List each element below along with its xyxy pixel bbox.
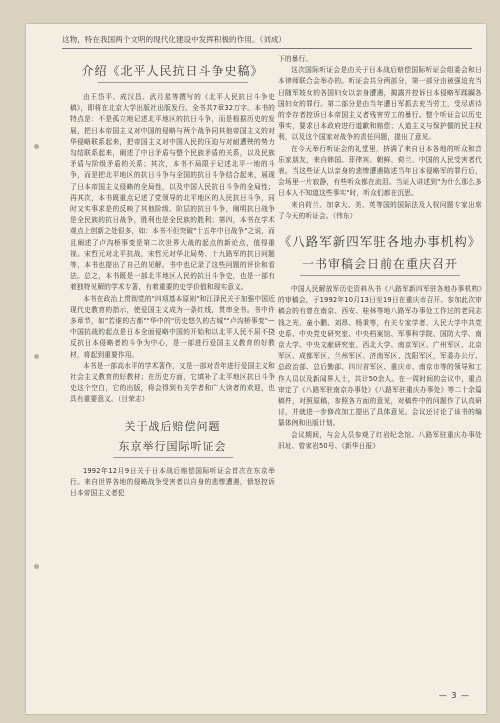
section1-paragraph-3: 本书是一部高水平的学术著作，又是一部对青年进行爱国主义和社会主义教育的好教材；在历史方面，它填补了北平地区抗日斗争史这个空白，它的出版，将会得到有关学者和广大读者的欢迎，也具有重要意义。（目荣志） — [70, 361, 275, 404]
section3-title: 《八路军新四军驻各地办事机构》 — [278, 234, 482, 250]
section1-paragraph-1: 由王岱平、成汉昌、武月星等撰写的《北平人民抗日斗争史稿》，即将在北京大学出版社出版发行。全书共7章32万字。本书的特点是：不是孤立地记述北平地区的抗日斗争，而是根据历史的发展，把日本帝国主义对中国的侵略与两个战争同其他帝国主义的对华侵略联系起来，把帝国主义对中国人民的压迫与对耐遭殃的势力勾结联系起来，阐述了中日矛盾与整个民族矛盾的关系，以及民族矛盾与阶级矛盾的关系；其次，本书不局限于记述北平一地的斗争，而是把北平地区的抗日斗争与全国的抗日斗争结合起来，展现了日本帝国主义侵略的全局性，以及中国人民抗日斗争的全局性；再其次，本书既重点记述了党领导的北平地区的人民抗日斗争，同时又实事求是的反映了其他阶级、阶层的抗日斗争，阐明抗日战争是全民族的抗日战争，胜利也是全民族的胜利；第四，本书在学术观点上创新之处很多，如：本书不但突破"十五年中日战争"之说，而且阐述了卢沟桥事变是第二次世界大战的起点的新论点，值得重视。宋哲元对北平抗战，宋哲元对华北局势、十九路军的抗日问题等，本书也提出了自己的见解，书中也记录了这些问题的评价和看法。总之，本书既是一部北平地区人民的抗日斗争史，也是一部有着独特见解的学术专著，有着重要的史学价值和现实意义。 — [70, 93, 275, 292]
header-line: 这物，特在我国两个文明的现代化建设中发挥积极的作用。（刘成） — [62, 35, 287, 44]
section2-cont-paragraph-3: 在今天举行听证会的礼堂里，挤满了来自日本各地的听众和音乐家朋友，来自韩国、菲律宾、朝鲜、荷兰、中国的人民受害者代表。当这些证人以亲身的悲惨遭遇陈述当年日本侵略军的罪行后，会场里一片寂静，有些听众都在流泪。当证人讲述到"为什么那么多日本人不知道这些事实"时，听众们都在沉思。 — [278, 144, 482, 198]
left-column — [70, 54, 275, 499]
right-column — [278, 54, 482, 452]
binding-holes — [32, 24, 42, 714]
binding-hole — [34, 354, 39, 359]
section3-subtitle: 一书审稿会日前在重庆召开 — [301, 257, 458, 272]
section1-paragraph-2: 本书在政治上贯彻党的"四项基本原则"和江泽民关于加强中国近现代史教育的指示，使爱国主义成为一条红线，贯串全书。书中许多章节，如"若谁的古都""华中的"历史悠久的古城""卢沟桥事变"—中国抗战的起点是日本全面侵略中国的开始和以北平人民不屈不挠反抗日本侵略者的斗争为中心，是一部进行爱国主义教育的好教材，将起到重要作用。 — [70, 294, 275, 359]
section2-title-line2: 东京举行国际听证会 — [118, 439, 227, 453]
page-number: — 3 — — [438, 691, 470, 700]
section2-cont-paragraph-4: 来自荷兰、加拿大、美、英等国的国际法及人权问题专家出席了今天的听证会。（伟东） — [278, 200, 482, 220]
section2-cont-paragraph-1: 下的暴行。 — [278, 55, 313, 63]
section3-paragraph-2: 会议期间，与会人员参观了红岩纪念馆、八路军驻重庆办事处旧址、曾家岩50号、《新华日报》 — [278, 430, 482, 450]
document-page — [26, 24, 486, 714]
section3-paragraph-1: 中国人民解放军历史资料丛书《八路军新四军驻各地办事机构》的审稿会，于1992年10月13日至19日在重庆市召开。参加此次审稿会的有曾在南京、西安、桂林等地八路军办事处工作过的老同志钱之光、童小鹏、刘昂、杨秉等，有关专家学者、人民大学中共党史系、中央党史研究室、中央档案馆、军事科学院、国防大学、南京大学、中央文献研究室、西北大学、南京军区、广州军区、北京军区、成都军区、兰州军区、济南军区、沈阳军区，军委办公厅、总政治部、总后勤部、四川省军区、重庆市、南京市等的领导和工作人员以及新闻界人士，共计50余人。在一周时间的会议中，重点审定了《八路军驻南京办事处》《八路军驻重庆办事处》等二十余篇稿件，对照原稿，参照各方面的意见，对稿件中的问题作了认真研讨，并就进一步修改加工提出了具体意见。会议还讨论了该书的编纂体例和出版计划。 — [278, 285, 482, 428]
section2-cont-paragraph-2: 这次国际听证会是由关于日本战后赔偿国际听证会组委会和日本律师联合会举办的。听证会共分两部分，第一部分由被强迫充当日随军妓女的各国妇女以亲身遭遇，揭露并控诉日本侵略军蹂躏各国妇女的罪行。第二部分是由当年遭日军抓去充当劳工，受尽虐待的幸存者控诉日本帝国主义者残害劳工的暴行。整个听证会以历史事实，要求日本政府进行道歉和赔偿；人道主义与保护儒的民主权利，以及这个国家对战争的责任问题，提出了意见。 — [278, 66, 482, 142]
section2-title-line1: 关于战后赔偿问题 — [124, 419, 221, 433]
section2-paragraph: 1992年12月9日关于日本战后赔偿国际听证会首次在东京举行。来自世界各地的侵略战争受害者以自身的悲惨遭遇，愤怒控诉日本帝国主义者犯 — [70, 466, 275, 498]
binding-hole — [34, 144, 39, 149]
section1-title: 介绍《北平人民抗日斗争史稿》 — [81, 64, 264, 78]
header-rule — [62, 48, 472, 49]
binding-hole — [34, 564, 39, 569]
